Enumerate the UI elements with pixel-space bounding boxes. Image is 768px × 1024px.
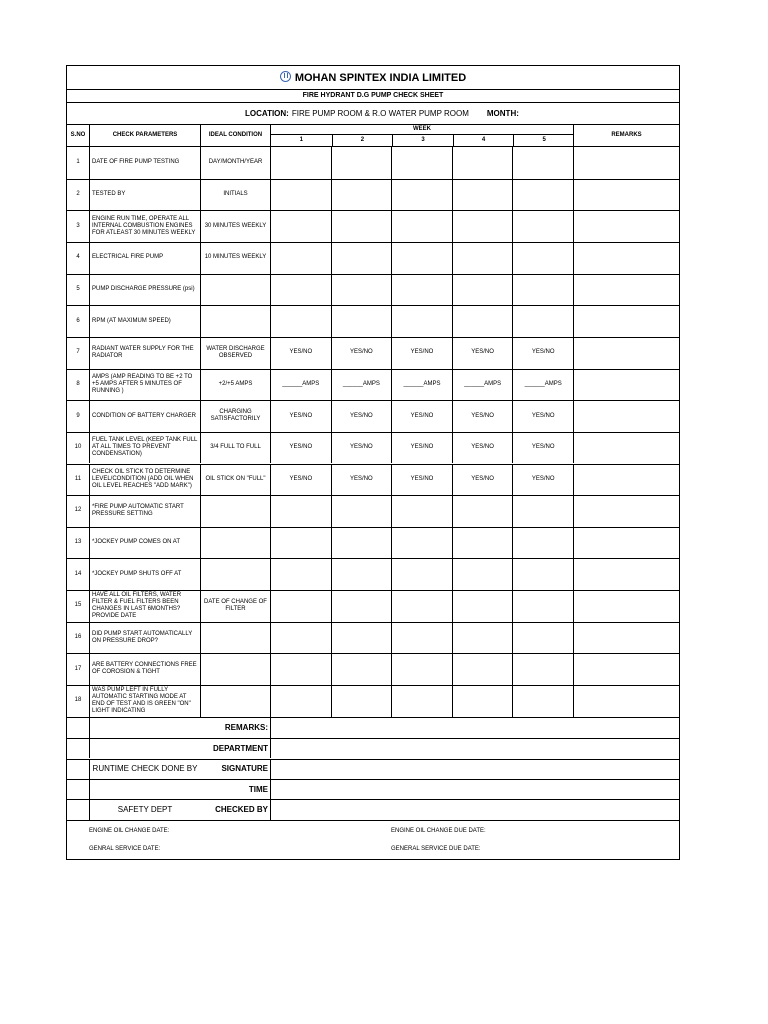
ideal-condition: DATE OF CHANGE OF FILTER <box>200 590 270 622</box>
week-2-entry[interactable] <box>331 495 392 527</box>
remarks-cell[interactable] <box>573 400 679 432</box>
week-2-entry[interactable]: YES/NO <box>331 432 392 464</box>
week-2-entry[interactable] <box>331 179 392 211</box>
week-number-3: 3 <box>392 135 453 146</box>
signoff-blank <box>67 738 89 758</box>
col-sno: S.NO <box>70 132 86 138</box>
week-3-entry[interactable] <box>391 622 452 654</box>
signoff-blank <box>67 759 89 779</box>
signoff-spacer <box>89 718 200 738</box>
table-row <box>67 432 679 464</box>
signoff-entry-field[interactable] <box>270 799 679 819</box>
week-1-entry[interactable]: ______AMPS <box>270 369 331 401</box>
column-header-row <box>67 125 679 146</box>
check-parameter: RPM (AT MAXIMUM SPEED) <box>89 305 200 337</box>
week-4-entry[interactable] <box>452 653 513 685</box>
week-5-entry[interactable] <box>512 305 573 337</box>
week-5-entry[interactable] <box>512 242 573 274</box>
week-4-entry[interactable] <box>452 147 513 179</box>
table-row <box>67 274 679 306</box>
week-1-entry[interactable]: YES/NO <box>270 464 331 496</box>
remarks-cell[interactable] <box>573 653 679 685</box>
check-parameter: CHECK OIL STICK TO DETERMINE LEVEL/CONDITION (ADD OIL WHEN OIL LEVEL REACHES "ADD MARK") <box>89 464 200 496</box>
week-3-entry[interactable] <box>391 242 452 274</box>
week-1-entry[interactable] <box>270 653 331 685</box>
signoff-row <box>67 779 679 799</box>
week-2-entry[interactable] <box>331 210 392 242</box>
week-4-entry[interactable]: ______AMPS <box>452 369 513 401</box>
week-4-entry[interactable] <box>452 685 513 717</box>
sheet-subtitle: FIRE HYDRANT D.G PUMP CHECK SHEET <box>302 92 444 99</box>
week-1-entry[interactable] <box>270 242 331 274</box>
week-4-entry[interactable]: YES/NO <box>452 400 513 432</box>
week-number-4: 4 <box>453 135 514 146</box>
ideal-condition <box>200 495 270 527</box>
week-2-entry[interactable]: YES/NO <box>331 464 392 496</box>
remarks-cell[interactable] <box>573 432 679 464</box>
week-2-entry[interactable]: YES/NO <box>331 400 392 432</box>
check-parameter: AMPS (AMP READING TO BE +2 TO +5 AMPS AFTER 5 MINUTES OF RUNNING ) <box>89 369 200 401</box>
week-5-entry[interactable] <box>512 685 573 717</box>
week-1-entry[interactable] <box>270 305 331 337</box>
remarks-cell[interactable] <box>573 337 679 369</box>
week-4-entry[interactable] <box>452 495 513 527</box>
remarks-cell[interactable] <box>573 242 679 274</box>
table-row <box>67 685 679 717</box>
remarks-cell[interactable] <box>573 179 679 211</box>
check-parameter: *JOCKEY PUMP COMES ON AT <box>89 527 200 559</box>
remarks-cell[interactable] <box>573 305 679 337</box>
week-5-entry[interactable] <box>512 558 573 590</box>
remarks-cell[interactable] <box>573 464 679 496</box>
general-service-date: GENRAL SERVICE DATE: <box>89 846 161 852</box>
week-4-entry[interactable] <box>452 274 513 306</box>
ideal-condition: +2/+5 AMPS <box>200 369 270 401</box>
check-parameter: TESTED BY <box>89 179 200 211</box>
week-4-entry[interactable] <box>452 558 513 590</box>
engine-oil-change-due-date: ENGINE OIL CHANGE DUE DATE: <box>391 828 486 834</box>
week-1-entry[interactable] <box>270 147 331 179</box>
row-number: 6 <box>76 317 80 324</box>
check-parameter: DID PUMP START AUTOMATICALLY ON PRESSURE DROP? <box>89 622 200 654</box>
week-numbers <box>271 135 573 146</box>
week-3-entry[interactable] <box>391 653 452 685</box>
signoff-entry-field[interactable] <box>270 759 679 779</box>
signoff-blank <box>67 799 89 819</box>
week-5-entry[interactable]: YES/NO <box>512 337 573 369</box>
company-name: MOHAN SPINTEX INDIA LIMITED <box>294 71 467 84</box>
signoff-row <box>67 718 679 738</box>
week-2-entry[interactable] <box>331 558 392 590</box>
table-row <box>67 558 679 590</box>
week-2-entry[interactable]: YES/NO <box>331 337 392 369</box>
remarks-cell[interactable] <box>573 622 679 654</box>
location-label: LOCATION: <box>245 109 289 118</box>
remarks-cell[interactable] <box>573 590 679 622</box>
signoff-remarks-label: REMARKS: <box>224 723 268 733</box>
row-number: 3 <box>76 222 80 229</box>
week-1-entry[interactable] <box>270 495 331 527</box>
remarks-cell[interactable] <box>573 274 679 306</box>
week-5-entry[interactable] <box>512 622 573 654</box>
week-1-entry[interactable] <box>270 685 331 717</box>
week-2-entry[interactable] <box>331 242 392 274</box>
company-logo-icon <box>280 71 291 82</box>
week-1-entry[interactable]: YES/NO <box>270 400 331 432</box>
check-parameter: ELECTRICAL FIRE PUMP <box>89 242 200 274</box>
row-number: 15 <box>74 602 82 609</box>
week-4-entry[interactable]: YES/NO <box>452 337 513 369</box>
week-2-entry[interactable] <box>331 274 392 306</box>
remarks-cell[interactable] <box>573 147 679 179</box>
week-2-entry[interactable] <box>331 147 392 179</box>
week-3-entry[interactable] <box>391 305 452 337</box>
week-5-entry[interactable] <box>512 495 573 527</box>
week-1-entry[interactable] <box>270 210 331 242</box>
week-2-entry[interactable] <box>331 527 392 559</box>
week-1-entry[interactable] <box>270 622 331 654</box>
col-ideal: IDEAL CONDITION <box>200 125 270 146</box>
week-5-entry[interactable]: YES/NO <box>512 464 573 496</box>
week-1-entry[interactable]: YES/NO <box>270 337 331 369</box>
col-parameters: CHECK PARAMETERS <box>89 125 200 146</box>
ideal-condition <box>200 685 270 717</box>
week-4-entry[interactable] <box>452 305 513 337</box>
week-3-entry[interactable]: YES/NO <box>391 400 452 432</box>
remarks-cell[interactable] <box>573 369 679 401</box>
check-parameter: FUEL TANK LEVEL (KEEP TANK FULL AT ALL TIMES TO PREVENT CONDENSATION) <box>89 432 200 464</box>
remarks-cell[interactable] <box>573 495 679 527</box>
week-1-entry[interactable] <box>270 527 331 559</box>
table-row <box>67 242 679 274</box>
week-4-entry[interactable] <box>452 590 513 622</box>
ideal-condition: INITIALS <box>200 179 270 211</box>
table-row <box>67 527 679 559</box>
check-parameter: DATE OF FIRE PUMP TESTING <box>89 147 200 179</box>
row-number: 18 <box>74 697 82 704</box>
week-3-entry[interactable] <box>391 527 452 559</box>
week-3-entry[interactable] <box>391 210 452 242</box>
week-3-entry[interactable]: YES/NO <box>391 432 452 464</box>
row-number: 4 <box>76 254 80 261</box>
ideal-condition: 3/4 FULL TO FULL <box>200 432 270 464</box>
week-5-entry[interactable] <box>512 527 573 559</box>
week-group <box>270 125 573 146</box>
ideal-condition: WATER DISCHARGE OBSERVED <box>200 337 270 369</box>
ideal-condition: OIL STICK ON "FULL" <box>200 464 270 496</box>
row-number: 1 <box>76 159 80 166</box>
check-parameter: ARE BATTERY CONNECTIONS FREE OF COROSION & TIGHT <box>89 653 200 685</box>
general-service-due-date: GENERAL SERVICE DUE DATE: <box>391 846 481 852</box>
ideal-condition <box>200 622 270 654</box>
week-4-entry[interactable] <box>452 210 513 242</box>
week-number-2: 2 <box>332 135 393 146</box>
week-4-entry[interactable]: YES/NO <box>452 464 513 496</box>
week-3-entry[interactable]: ______AMPS <box>391 369 452 401</box>
week-5-entry[interactable] <box>512 653 573 685</box>
table-row <box>67 653 679 685</box>
remarks-cell[interactable] <box>573 527 679 559</box>
ideal-condition <box>200 527 270 559</box>
row-number: 13 <box>74 539 82 546</box>
signoff-spacer <box>89 779 200 799</box>
table-row <box>67 590 679 622</box>
week-5-entry[interactable] <box>512 147 573 179</box>
ideal-condition <box>200 558 270 590</box>
signoff-row <box>67 738 679 758</box>
signoff-blank <box>67 718 89 738</box>
col-remarks: REMARKS <box>573 125 679 146</box>
row-number: 16 <box>74 634 82 641</box>
location-row <box>67 103 679 124</box>
week-4-entry[interactable]: YES/NO <box>452 432 513 464</box>
company-header <box>67 66 679 89</box>
check-parameter: *FIRE PUMP AUTOMATIC START PRESSURE SETTING <box>89 495 200 527</box>
week-5-entry[interactable]: YES/NO <box>512 432 573 464</box>
row-number: 2 <box>76 190 80 197</box>
ideal-condition <box>200 305 270 337</box>
week-2-entry[interactable] <box>331 305 392 337</box>
row-number: 7 <box>76 349 80 356</box>
signoff-spacer <box>89 738 200 758</box>
week-3-entry[interactable] <box>391 495 452 527</box>
safety-dept-label: SAFETY DEPT <box>89 799 200 819</box>
week-3-entry[interactable]: YES/NO <box>391 464 452 496</box>
table-row <box>67 400 679 432</box>
signoff-signature-label: SIGNATURE <box>221 764 268 774</box>
row-number: 8 <box>76 380 80 387</box>
row-number: 11 <box>74 475 82 482</box>
row-number: 5 <box>76 285 80 292</box>
ideal-condition <box>200 653 270 685</box>
table-row <box>67 179 679 211</box>
row-number: 17 <box>74 665 82 672</box>
table-row <box>67 210 679 242</box>
week-2-entry[interactable] <box>331 590 392 622</box>
week-2-entry[interactable] <box>331 653 392 685</box>
table-row <box>67 495 679 527</box>
week-3-entry[interactable] <box>391 685 452 717</box>
week-3-entry[interactable] <box>391 558 452 590</box>
check-parameter: WAS PUMP LEFT IN FULLY AUTOMATIC STARTING MODE AT END OF TEST AND IS GREEN "ON" LIGHT INDICATING <box>89 685 200 717</box>
engine-oil-change-date: ENGINE OIL CHANGE DATE: <box>89 828 170 834</box>
week-1-entry[interactable] <box>270 179 331 211</box>
week-5-entry[interactable]: YES/NO <box>512 400 573 432</box>
signoff-blank <box>67 779 89 799</box>
location-value: FIRE PUMP ROOM & R.O WATER PUMP ROOM <box>291 109 469 118</box>
row-number: 10 <box>74 444 82 451</box>
week-4-entry[interactable] <box>452 242 513 274</box>
ideal-condition: DAY/MONTH/YEAR <box>200 147 270 179</box>
check-parameter: RADIANT WATER SUPPLY FOR THE RADIATOR <box>89 337 200 369</box>
check-parameter: PUMP DISCHARGE PRESSURE (psi) <box>89 274 200 306</box>
month-label: MONTH: <box>486 109 519 118</box>
row-number: 9 <box>76 412 80 419</box>
footer-dates <box>67 820 679 860</box>
ideal-condition: CHARGING SATISFACTORILY <box>200 400 270 432</box>
week-2-entry[interactable] <box>331 622 392 654</box>
remarks-cell[interactable] <box>573 210 679 242</box>
week-number-1: 1 <box>299 137 303 143</box>
week-2-entry[interactable]: ______AMPS <box>331 369 392 401</box>
signoff-entry-field[interactable] <box>270 779 679 799</box>
remarks-cell[interactable] <box>573 558 679 590</box>
week-3-entry[interactable]: YES/NO <box>391 337 452 369</box>
week-number-5: 5 <box>513 135 573 146</box>
signoff-entry-field[interactable] <box>270 738 679 758</box>
ideal-condition <box>200 274 270 306</box>
check-parameter: *JOCKEY PUMP SHUTS OFF AT <box>89 558 200 590</box>
signoff-checked-by-label: CHECKED BY <box>215 804 268 814</box>
week-1-entry[interactable] <box>270 274 331 306</box>
signoff-row <box>67 799 679 819</box>
table-row <box>67 305 679 337</box>
week-5-entry[interactable] <box>512 210 573 242</box>
table-row <box>67 622 679 654</box>
week-1-entry[interactable] <box>270 558 331 590</box>
signoff-row <box>67 759 679 779</box>
signoff-department-label: DEPARTMENT <box>213 743 268 753</box>
check-parameter: ENGINE RUN TIME, OPERATE ALL INTERNAL COMBUSTION ENGINES FOR ATLEAST 30 MINUTES WEEKLY <box>89 210 200 242</box>
check-parameter: HAVE ALL OIL FILTERS, WATER FILTER & FUEL FILTERS BEEN CHANGES IN LAST 6MONTHS? PROVIDE DATE <box>89 590 200 622</box>
week-3-entry[interactable] <box>391 590 452 622</box>
table-row <box>67 369 679 401</box>
remarks-cell[interactable] <box>573 685 679 717</box>
signoff-entry-field[interactable] <box>270 718 679 738</box>
week-5-entry[interactable] <box>512 274 573 306</box>
week-2-entry[interactable] <box>331 685 392 717</box>
row-number: 14 <box>74 570 82 577</box>
week-4-entry[interactable] <box>452 179 513 211</box>
week-5-entry[interactable] <box>512 179 573 211</box>
week-3-entry[interactable] <box>391 147 452 179</box>
table-row <box>67 147 679 179</box>
week-3-entry[interactable] <box>391 179 452 211</box>
table-row <box>67 464 679 496</box>
week-4-entry[interactable] <box>452 622 513 654</box>
check-sheet <box>66 65 680 860</box>
row-number: 12 <box>74 507 82 514</box>
week-5-entry[interactable] <box>512 590 573 622</box>
week-3-entry[interactable] <box>391 274 452 306</box>
week-5-entry[interactable]: ______AMPS <box>512 369 573 401</box>
check-parameter: CONDITION OF BATTERY CHARGER <box>89 400 200 432</box>
table-row <box>67 337 679 369</box>
runtime-check-label: RUNTIME CHECK DONE BY <box>89 759 200 779</box>
week-1-entry[interactable]: YES/NO <box>270 432 331 464</box>
week-4-entry[interactable] <box>452 527 513 559</box>
sheet-subtitle-row <box>67 90 679 102</box>
ideal-condition: 30 MINUTES WEEKLY <box>200 210 270 242</box>
ideal-condition: 10 MINUTES WEEKLY <box>200 242 270 274</box>
week-1-entry[interactable] <box>270 590 331 622</box>
signoff-time-label: TIME <box>248 784 268 794</box>
week-heading: WEEK <box>271 125 573 135</box>
